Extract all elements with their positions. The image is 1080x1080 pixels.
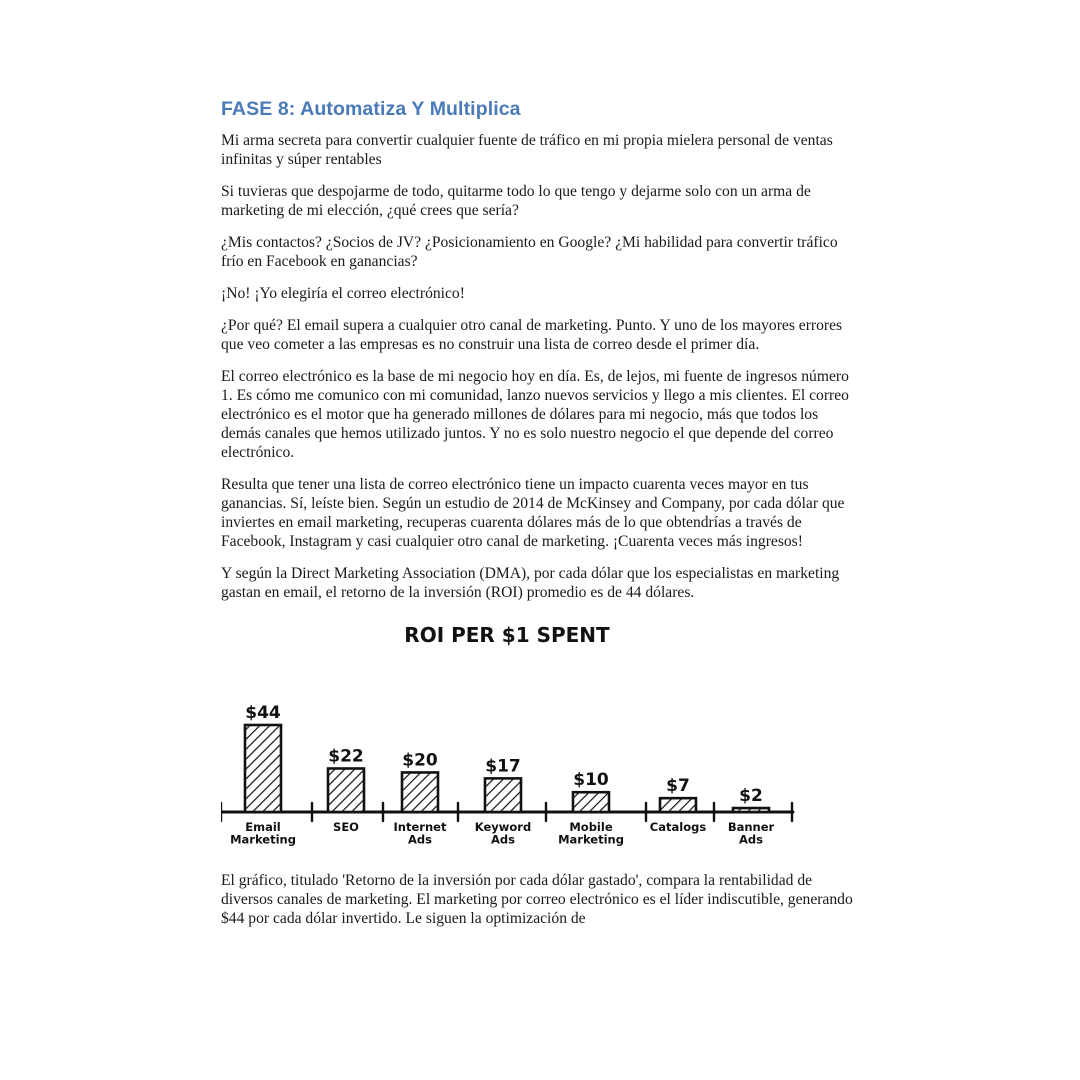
bar-value-label: $10 xyxy=(573,770,609,791)
category-label: Banner xyxy=(727,820,775,834)
category-label: Ads xyxy=(739,832,763,847)
category-label: Ads xyxy=(491,832,515,847)
paragraph: Si tuvieras que despojarme de todo, quitarme todo lo que tengo y dejarme solo con un arma de marketing de mi elección, ¿qué crees que sería? xyxy=(221,183,811,219)
section-heading: FASE 8: Automatiza Y Multiplica xyxy=(221,98,521,120)
category-label: Catalogs xyxy=(649,820,707,834)
chart-title: ROI PER $1 SPENT xyxy=(404,623,610,647)
bar-value-label: $7 xyxy=(666,776,690,797)
category-label: Ads xyxy=(408,832,432,847)
roi-bar-chart-svg xyxy=(221,615,861,857)
paragraph: El correo electrónico es la base de mi negocio hoy en día. Es, de lejos, mi fuente de ingresos número 1. Es cómo me comunico con mi comunidad, lanzo nuevos servicios y llego a mis clientes. El correo electrónico es el motor que ha generado millones de dólares para mi negocio, más que todos los demás canales que hemos utilizado juntos. Y no es solo nuestro negocio el que depende del correo electrónico. xyxy=(221,368,849,461)
category-label: Marketing xyxy=(230,832,296,847)
bar xyxy=(485,778,521,812)
bar xyxy=(245,725,281,812)
bar-value-label: $20 xyxy=(402,750,438,771)
chart-marks xyxy=(221,703,793,847)
bar-value-label: $2 xyxy=(739,786,763,807)
bar xyxy=(573,792,609,812)
bar xyxy=(328,769,364,813)
category-label: Marketing xyxy=(558,832,624,847)
bar-value-label: $44 xyxy=(245,703,281,723)
paragraph: Resulta que tener una lista de correo electrónico tiene un impacto cuarenta veces mayor en tus ganancias. Sí, leíste bien. Según un estudio de 2014 de McKinsey and Company, por cada dólar que inviertes en email marketing, recuperas cuarenta dólares más de lo que obtendrías a través de Facebook, Instagram y casi cualquier otro canal de marketing. ¡Cuarenta veces más ingresos! xyxy=(221,476,845,550)
paragraph: ¿Mis contactos? ¿Socios de JV? ¿Posicionamiento en Google? ¿Mi habilidad para convertir tráfico frío en Facebook en ganancias? xyxy=(221,234,838,270)
paragraph: ¡No! ¡Yo elegiría el correo electrónico! xyxy=(221,285,465,302)
chart-caption: El gráfico, titulado 'Retorno de la inversión por cada dólar gastado', compara la rentabilidad de diversos canales de marketing. El marketing por correo electrónico es el líder indiscutible, generando $44 por cada dólar invertido. Le siguen la optimización de xyxy=(221,872,853,927)
paragraph: Y según la Direct Marketing Association (DMA), por cada dólar que los especialistas en marketing gastan en email, el retorno de la inversión (ROI) promedio es de 44 dólares. xyxy=(221,565,840,601)
document-body xyxy=(221,98,861,941)
paragraph: ¿Por qué? El email supera a cualquier otro canal de marketing. Punto. Y uno de los mayores errores que veo cometer a las empresas es no construir una lista de correo desde el primer día. xyxy=(221,317,843,353)
bar xyxy=(402,772,438,812)
paragraph: Mi arma secreta para convertir cualquier fuente de tráfico en mi propia mielera personal de ventas infinitas y súper rentables xyxy=(221,132,833,168)
roi-chart xyxy=(221,615,861,857)
bar xyxy=(733,808,769,812)
category-label: Email xyxy=(245,820,281,834)
bar-value-label: $17 xyxy=(485,756,521,777)
bar-value-label: $22 xyxy=(328,746,364,767)
category-label: SEO xyxy=(333,820,359,834)
category-label: Internet xyxy=(393,820,447,834)
bar xyxy=(660,798,696,812)
category-label: Mobile xyxy=(569,820,613,834)
category-label: Keyword xyxy=(474,820,532,834)
